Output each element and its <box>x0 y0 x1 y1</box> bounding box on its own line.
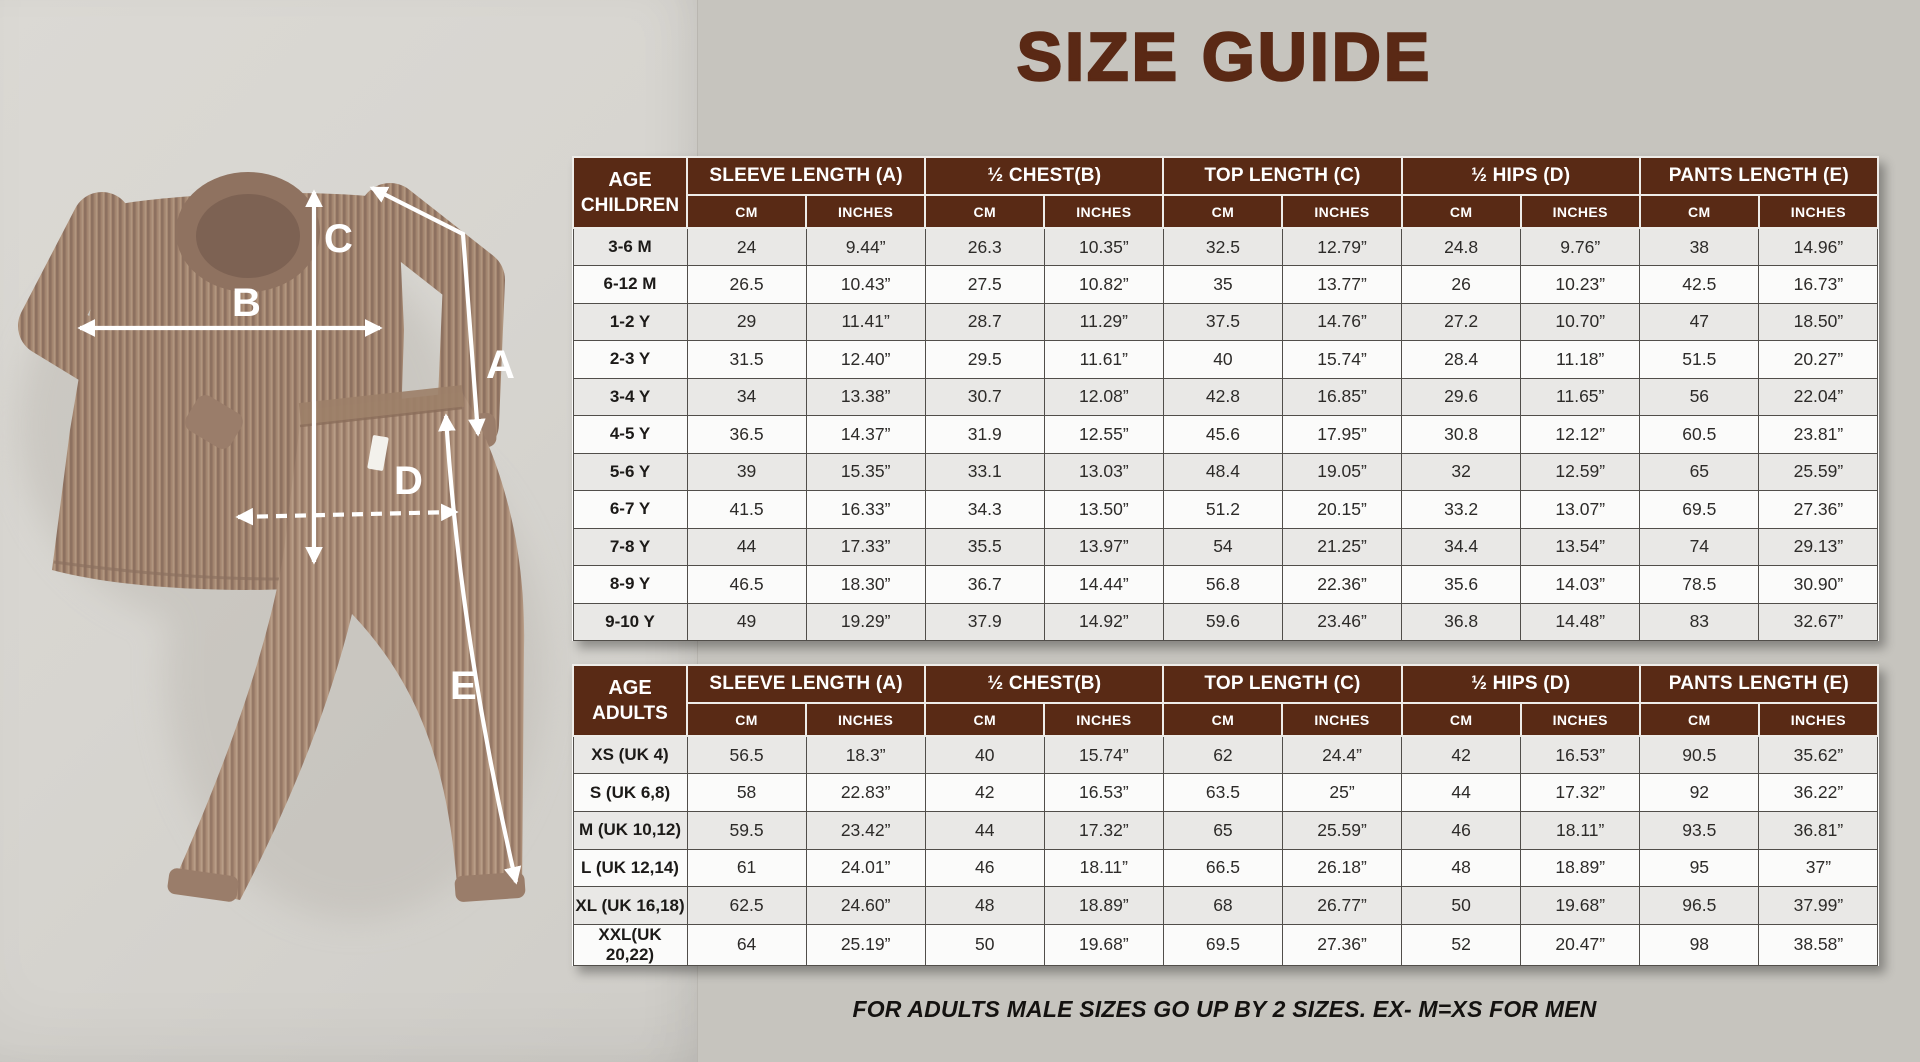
unit-header-cell: INCHES <box>1282 703 1401 736</box>
value-cell: 13.50” <box>1044 491 1163 529</box>
adults-size-table <box>572 664 1879 966</box>
value-cell: 10.82” <box>1044 266 1163 304</box>
value-cell: 12.12” <box>1521 416 1640 454</box>
value-cell: 11.61” <box>1044 341 1163 379</box>
value-cell: 41.5 <box>687 491 806 529</box>
age-cell: 9-10 Y <box>573 603 687 641</box>
unit-header-cell: INCHES <box>1282 195 1401 228</box>
value-cell: 26.18” <box>1282 849 1401 887</box>
value-cell: 24.01” <box>806 849 925 887</box>
value-cell: 51.2 <box>1163 491 1282 529</box>
unit-header-cell: CM <box>1640 195 1759 228</box>
value-cell: 52 <box>1402 924 1521 965</box>
value-cell: 14.37” <box>806 416 925 454</box>
value-cell: 27.5 <box>925 266 1044 304</box>
value-cell: 37.9 <box>925 603 1044 641</box>
value-cell: 36.22” <box>1759 774 1878 812</box>
unit-header-cell: CM <box>1163 195 1282 228</box>
page-title: SIZE GUIDE <box>1016 19 1433 95</box>
age-cell: 2-3 Y <box>573 341 687 379</box>
unit-header-cell: INCHES <box>1521 195 1640 228</box>
value-cell: 21.25” <box>1282 528 1401 566</box>
value-cell: 47 <box>1640 303 1759 341</box>
value-cell: 17.32” <box>1521 774 1640 812</box>
value-cell: 56 <box>1640 378 1759 416</box>
age-header-cell: AGE CHILDREN <box>573 157 687 228</box>
value-cell: 56.8 <box>1163 566 1282 604</box>
value-cell: 40 <box>1163 341 1282 379</box>
value-cell: 51.5 <box>1640 341 1759 379</box>
value-cell: 35.6 <box>1402 566 1521 604</box>
value-cell: 20.47” <box>1521 924 1640 965</box>
value-cell: 42.8 <box>1163 378 1282 416</box>
age-cell: XXL(UK 20,22) <box>573 924 687 965</box>
value-cell: 22.04” <box>1759 378 1878 416</box>
value-cell: 65 <box>1163 811 1282 849</box>
value-cell: 13.77” <box>1282 266 1401 304</box>
value-cell: 44 <box>925 811 1044 849</box>
value-cell: 22.83” <box>806 774 925 812</box>
value-cell: 13.54” <box>1521 528 1640 566</box>
measure-label-b: B <box>232 281 261 325</box>
value-cell: 78.5 <box>1640 566 1759 604</box>
unit-header-cell: CM <box>687 195 806 228</box>
value-cell: 24.4” <box>1282 736 1401 774</box>
value-cell: 9.44” <box>806 228 925 266</box>
value-cell: 19.68” <box>1521 887 1640 925</box>
group-header-cell: SLEEVE LENGTH (A) <box>687 665 925 703</box>
value-cell: 62 <box>1163 736 1282 774</box>
unit-header-cell: CM <box>1402 195 1521 228</box>
value-cell: 68 <box>1163 887 1282 925</box>
value-cell: 13.97” <box>1044 528 1163 566</box>
value-cell: 35.5 <box>925 528 1044 566</box>
value-cell: 12.40” <box>806 341 925 379</box>
value-cell: 23.42” <box>806 811 925 849</box>
value-cell: 90.5 <box>1640 736 1759 774</box>
value-cell: 29.5 <box>925 341 1044 379</box>
table-row <box>573 416 1878 454</box>
table-row <box>573 266 1878 304</box>
value-cell: 35.62” <box>1759 736 1878 774</box>
value-cell: 15.74” <box>1044 736 1163 774</box>
value-cell: 59.6 <box>1163 603 1282 641</box>
value-cell: 32.67” <box>1759 603 1878 641</box>
value-cell: 17.95” <box>1282 416 1401 454</box>
value-cell: 14.96” <box>1759 228 1878 266</box>
value-cell: 36.7 <box>925 566 1044 604</box>
table-row <box>573 774 1878 812</box>
age-cell: 6-7 Y <box>573 491 687 529</box>
age-cell: 3-4 Y <box>573 378 687 416</box>
value-cell: 18.11” <box>1521 811 1640 849</box>
unit-header-cell: CM <box>925 195 1044 228</box>
value-cell: 14.03” <box>1521 566 1640 604</box>
value-cell: 98 <box>1640 924 1759 965</box>
age-cell: 5-6 Y <box>573 453 687 491</box>
measure-label-d: D <box>394 459 423 503</box>
value-cell: 36.8 <box>1402 603 1521 641</box>
value-cell: 18.89” <box>1521 849 1640 887</box>
age-cell: XS (UK 4) <box>573 736 687 774</box>
value-cell: 58 <box>687 774 806 812</box>
value-cell: 29 <box>687 303 806 341</box>
value-cell: 45.6 <box>1163 416 1282 454</box>
value-cell: 37.99” <box>1759 887 1878 925</box>
value-cell: 26.5 <box>687 266 806 304</box>
table-row <box>573 303 1878 341</box>
value-cell: 27.36” <box>1759 491 1878 529</box>
value-cell: 30.8 <box>1402 416 1521 454</box>
value-cell: 14.48” <box>1521 603 1640 641</box>
group-header-cell: ½ HIPS (D) <box>1402 665 1640 703</box>
value-cell: 63.5 <box>1163 774 1282 812</box>
unit-header-cell: INCHES <box>806 703 925 736</box>
value-cell: 13.07” <box>1521 491 1640 529</box>
group-header-cell: TOP LENGTH (C) <box>1163 665 1401 703</box>
value-cell: 25” <box>1282 774 1401 812</box>
value-cell: 25.59” <box>1282 811 1401 849</box>
value-cell: 14.44” <box>1044 566 1163 604</box>
value-cell: 64 <box>687 924 806 965</box>
value-cell: 93.5 <box>1640 811 1759 849</box>
value-cell: 56.5 <box>687 736 806 774</box>
table-row <box>573 566 1878 604</box>
group-header-cell: PANTS LENGTH (E) <box>1640 157 1878 195</box>
value-cell: 12.79” <box>1282 228 1401 266</box>
age-cell: S (UK 6,8) <box>573 774 687 812</box>
table-row <box>573 603 1878 641</box>
value-cell: 13.38” <box>806 378 925 416</box>
children-size-table <box>572 156 1879 641</box>
value-cell: 12.55” <box>1044 416 1163 454</box>
group-header-cell: ½ CHEST(B) <box>925 665 1163 703</box>
value-cell: 18.11” <box>1044 849 1163 887</box>
value-cell: 42 <box>925 774 1044 812</box>
value-cell: 16.73” <box>1759 266 1878 304</box>
age-cell: M (UK 10,12) <box>573 811 687 849</box>
value-cell: 20.15” <box>1282 491 1401 529</box>
value-cell: 69.5 <box>1163 924 1282 965</box>
value-cell: 36.81” <box>1759 811 1878 849</box>
value-cell: 27.2 <box>1402 303 1521 341</box>
value-cell: 15.74” <box>1282 341 1401 379</box>
value-cell: 69.5 <box>1640 491 1759 529</box>
measure-label-e: E <box>450 664 477 708</box>
measure-label-a: A <box>486 343 515 387</box>
value-cell: 34.4 <box>1402 528 1521 566</box>
value-cell: 25.19” <box>806 924 925 965</box>
value-cell: 29.13” <box>1759 528 1878 566</box>
value-cell: 11.29” <box>1044 303 1163 341</box>
unit-header-cell: INCHES <box>1759 195 1878 228</box>
age-cell: L (UK 12,14) <box>573 849 687 887</box>
value-cell: 83 <box>1640 603 1759 641</box>
value-cell: 9.76” <box>1521 228 1640 266</box>
adults-note: FOR ADULTS MALE SIZES GO UP BY 2 SIZES. EX- M=XS FOR MEN <box>852 996 1597 1022</box>
value-cell: 44 <box>687 528 806 566</box>
value-cell: 12.08” <box>1044 378 1163 416</box>
value-cell: 23.81” <box>1759 416 1878 454</box>
value-cell: 18.89” <box>1044 887 1163 925</box>
value-cell: 16.33” <box>806 491 925 529</box>
value-cell: 30.90” <box>1759 566 1878 604</box>
value-cell: 19.29” <box>806 603 925 641</box>
group-header-cell: ½ CHEST(B) <box>925 157 1163 195</box>
table-row <box>573 811 1878 849</box>
age-cell: XL (UK 16,18) <box>573 887 687 925</box>
value-cell: 37.5 <box>1163 303 1282 341</box>
group-header-cell: TOP LENGTH (C) <box>1163 157 1401 195</box>
age-cell: 4-5 Y <box>573 416 687 454</box>
value-cell: 24.60” <box>806 887 925 925</box>
value-cell: 35 <box>1163 266 1282 304</box>
value-cell: 26 <box>1402 266 1521 304</box>
value-cell: 12.59” <box>1521 453 1640 491</box>
value-cell: 11.18” <box>1521 341 1640 379</box>
value-cell: 32.5 <box>1163 228 1282 266</box>
unit-header-cell: CM <box>1163 703 1282 736</box>
table-row <box>573 228 1878 266</box>
unit-header-cell: CM <box>925 703 1044 736</box>
value-cell: 30.7 <box>925 378 1044 416</box>
table-row <box>573 887 1878 925</box>
value-cell: 27.36” <box>1282 924 1401 965</box>
unit-header-cell: CM <box>1640 703 1759 736</box>
value-cell: 17.33” <box>806 528 925 566</box>
group-header-cell: SLEEVE LENGTH (A) <box>687 157 925 195</box>
value-cell: 32 <box>1402 453 1521 491</box>
value-cell: 40 <box>925 736 1044 774</box>
value-cell: 61 <box>687 849 806 887</box>
value-cell: 92 <box>1640 774 1759 812</box>
table-row <box>573 736 1878 774</box>
value-cell: 39 <box>687 453 806 491</box>
unit-header-cell: INCHES <box>1759 703 1878 736</box>
value-cell: 16.53” <box>1521 736 1640 774</box>
value-cell: 34 <box>687 378 806 416</box>
value-cell: 31.5 <box>687 341 806 379</box>
value-cell: 38.58” <box>1759 924 1878 965</box>
value-cell: 96.5 <box>1640 887 1759 925</box>
value-cell: 46 <box>925 849 1044 887</box>
value-cell: 31.9 <box>925 416 1044 454</box>
value-cell: 33.1 <box>925 453 1044 491</box>
value-cell: 22.36” <box>1282 566 1401 604</box>
table-row <box>573 924 1878 965</box>
value-cell: 19.68” <box>1044 924 1163 965</box>
value-cell: 24 <box>687 228 806 266</box>
value-cell: 14.76” <box>1282 303 1401 341</box>
unit-header-cell: INCHES <box>1521 703 1640 736</box>
value-cell: 74 <box>1640 528 1759 566</box>
value-cell: 25.59” <box>1759 453 1878 491</box>
value-cell: 60.5 <box>1640 416 1759 454</box>
value-cell: 48 <box>1402 849 1521 887</box>
table-row <box>573 849 1878 887</box>
value-cell: 36.5 <box>687 416 806 454</box>
value-cell: 66.5 <box>1163 849 1282 887</box>
value-cell: 28.7 <box>925 303 1044 341</box>
value-cell: 46.5 <box>687 566 806 604</box>
unit-header-cell: CM <box>1402 703 1521 736</box>
age-cell: 6-12 M <box>573 266 687 304</box>
value-cell: 38 <box>1640 228 1759 266</box>
value-cell: 49 <box>687 603 806 641</box>
value-cell: 37” <box>1759 849 1878 887</box>
age-cell: 3-6 M <box>573 228 687 266</box>
value-cell: 95 <box>1640 849 1759 887</box>
value-cell: 10.70” <box>1521 303 1640 341</box>
value-cell: 16.85” <box>1282 378 1401 416</box>
value-cell: 15.35” <box>806 453 925 491</box>
value-cell: 13.03” <box>1044 453 1163 491</box>
value-cell: 34.3 <box>925 491 1044 529</box>
value-cell: 48 <box>925 887 1044 925</box>
value-cell: 59.5 <box>687 811 806 849</box>
value-cell: 14.92” <box>1044 603 1163 641</box>
value-cell: 50 <box>925 924 1044 965</box>
unit-header-cell: INCHES <box>806 195 925 228</box>
age-cell: 7-8 Y <box>573 528 687 566</box>
table-row <box>573 528 1878 566</box>
value-cell: 42.5 <box>1640 266 1759 304</box>
value-cell: 23.46” <box>1282 603 1401 641</box>
value-cell: 17.32” <box>1044 811 1163 849</box>
table-row <box>573 378 1878 416</box>
value-cell: 11.65” <box>1521 378 1640 416</box>
table-row <box>573 453 1878 491</box>
value-cell: 48.4 <box>1163 453 1282 491</box>
value-cell: 18.30” <box>806 566 925 604</box>
value-cell: 28.4 <box>1402 341 1521 379</box>
value-cell: 42 <box>1402 736 1521 774</box>
value-cell: 10.23” <box>1521 266 1640 304</box>
unit-header-cell: INCHES <box>1044 703 1163 736</box>
value-cell: 54 <box>1163 528 1282 566</box>
value-cell: 18.3” <box>806 736 925 774</box>
table-row <box>573 491 1878 529</box>
value-cell: 18.50” <box>1759 303 1878 341</box>
age-cell: 8-9 Y <box>573 566 687 604</box>
age-cell: 1-2 Y <box>573 303 687 341</box>
collar-opening <box>196 194 300 278</box>
value-cell: 20.27” <box>1759 341 1878 379</box>
measure-label-c: C <box>324 217 353 261</box>
value-cell: 44 <box>1402 774 1521 812</box>
value-cell: 16.53” <box>1044 774 1163 812</box>
value-cell: 26.77” <box>1282 887 1401 925</box>
value-cell: 29.6 <box>1402 378 1521 416</box>
value-cell: 11.41” <box>806 303 925 341</box>
unit-header-cell: INCHES <box>1044 195 1163 228</box>
unit-header-cell: CM <box>687 703 806 736</box>
value-cell: 26.3 <box>925 228 1044 266</box>
group-header-cell: ½ HIPS (D) <box>1402 157 1640 195</box>
value-cell: 19.05” <box>1282 453 1401 491</box>
value-cell: 10.35” <box>1044 228 1163 266</box>
value-cell: 46 <box>1402 811 1521 849</box>
age-header-cell: AGE ADULTS <box>573 665 687 736</box>
value-cell: 10.43” <box>806 266 925 304</box>
group-header-cell: PANTS LENGTH (E) <box>1640 665 1878 703</box>
value-cell: 33.2 <box>1402 491 1521 529</box>
value-cell: 65 <box>1640 453 1759 491</box>
value-cell: 62.5 <box>687 887 806 925</box>
table-row <box>573 341 1878 379</box>
value-cell: 24.8 <box>1402 228 1521 266</box>
value-cell: 50 <box>1402 887 1521 925</box>
